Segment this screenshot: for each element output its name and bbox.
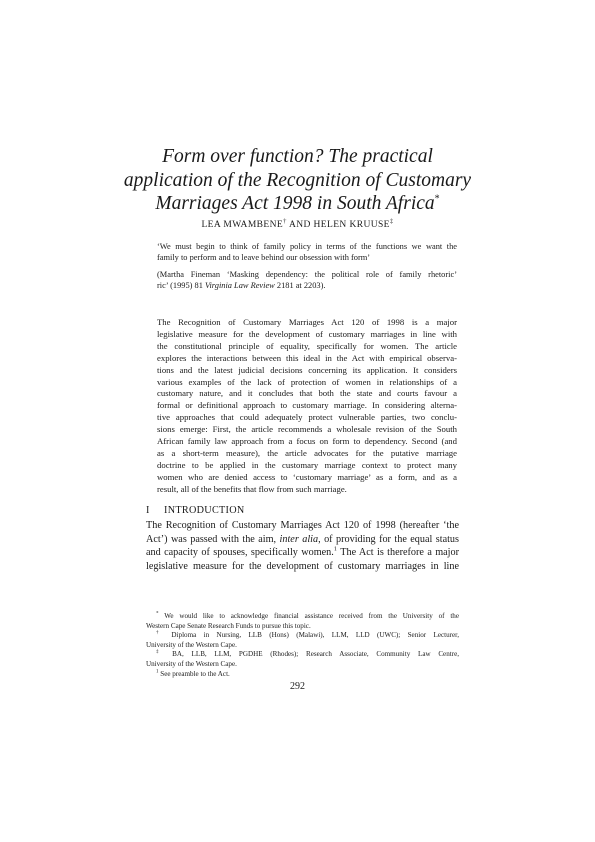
title-line-3 (120, 192, 475, 216)
epigraph-quote (157, 241, 457, 263)
author-2-mark: ‡ (389, 217, 394, 225)
epigraph-citation (157, 269, 457, 291)
section-title: INTRODUCTION (164, 505, 245, 516)
abstract-line: various examples of the lack of protection of women in relationships of a (157, 376, 457, 387)
body-line-4: legislative measure for the development of customary marriages in line (146, 560, 459, 572)
title-line-2: application of the Recognition of Customary (123, 169, 472, 191)
footnote-2-line-1 (146, 631, 459, 641)
footnote-1-text: We would like to acknowledge financial assistance received from the University of the (158, 612, 459, 620)
title-footnote-mark: * (434, 193, 440, 205)
footnote-1-line-1 (146, 612, 459, 622)
body-line-2 (146, 533, 459, 547)
body-text (146, 519, 459, 573)
author-2: HELEN KRUUSE (313, 220, 390, 230)
abstract-line: formal or definitional approach to customary marriage. In considering alterna- (157, 400, 457, 411)
author-1-mark: † (283, 217, 287, 225)
abstract-line: sions emerge: First, the article recommends a wholesale revision of the South (157, 424, 457, 435)
abstract-line: as a short-term measure), the article advocates for the putative marriage (157, 447, 457, 458)
abstract-line: African family law approach from a focus on form to dependency. Second (and (157, 436, 457, 447)
article-title (120, 145, 475, 216)
footnote-3-line-1 (146, 650, 459, 660)
epigraph-citation-line-2 (157, 280, 457, 291)
footnote-4-line-1 (146, 670, 459, 680)
abstract-line: explores the interactions between this ideal in the Act with empirical observa- (157, 352, 457, 363)
body-line-2-post: , of providing for the equal status (318, 533, 459, 545)
body-line-3-post: The Act is therefore a major (337, 547, 459, 559)
title-line-1: Form over function? The practical (162, 146, 433, 167)
body-line-1: The Recognition of Customary Marriages Act 120 of 1998 (hereafter ‘the (146, 520, 459, 531)
footnote-4-mark: 1 (156, 669, 159, 675)
body-line-3-pre: and capacity of spouses, specifically women. (146, 547, 334, 559)
abstract-line: women who are denied access to ‘customary marriage’ as a form, and as a (157, 471, 457, 482)
abstract-line: customary nature, and it concludes that both the state and courts favour a (157, 388, 457, 399)
citation-pre: ric’ (1995) 81 (157, 281, 205, 291)
body-line-3 (146, 546, 459, 560)
footnote-3-mark: ‡ (156, 650, 165, 656)
footnote-2-mark: † (156, 630, 165, 636)
footnote-ref-1: 1 (333, 545, 338, 553)
section-number: I (146, 505, 150, 516)
page-number: 292 (290, 681, 305, 692)
abstract-line: The Recognition of Customary Marriages Act 120 of 1998 is a major (157, 317, 457, 327)
abstract-line: legislative measure for the development of customary marriages in line with (157, 328, 457, 339)
epigraph-citation-line-1: (Martha Fineman ‘Masking dependency: the political role of family rhetoric’ (157, 270, 457, 279)
footnote-3-line-2: University of the Western Cape. (146, 659, 237, 668)
footnotes (146, 612, 459, 679)
title-line-3-text: Marriages Act 1998 in South Africa (155, 193, 435, 214)
citation-journal: Virginia Law Review (204, 281, 275, 291)
footnote-1-mark: * (156, 611, 159, 617)
citation-post: 2181 at 2203). (274, 281, 326, 291)
abstract-line: result, all of the benefits that flow from such marriage. (157, 483, 347, 494)
author-1: LEA MWAMBENE (201, 220, 284, 230)
abstract-line: tive approaches that could adequately protect vulnerable parties, two conclu- (157, 412, 457, 423)
body-line-2-italic: inter alia (279, 533, 319, 545)
footnote-1-line-2: Western Cape Senate Research Funds to pursue this topic. (146, 621, 311, 630)
author-line (120, 217, 475, 230)
footnote-4-text: See preamble to the Act. (158, 669, 230, 678)
epigraph-quote-line-1: ‘We must begin to think of family policy in terms of the functions we want the (157, 242, 457, 251)
body-line-2-pre: Act’) was passed with the aim, (146, 533, 280, 545)
abstract-line: the constitutional principle of equality, specifically for women. The article (157, 340, 457, 351)
author-joiner: AND (286, 220, 314, 230)
footnote-2-line-2: University of the Western Cape. (146, 640, 237, 649)
abstract-line: doctrine to be applied in the customary marriage context to protect many (157, 459, 457, 470)
abstract (157, 317, 457, 496)
epigraph-quote-line-2: family to perform and to leave behind our obsession with form’ (157, 253, 371, 263)
footnote-2-text: Diploma in Nursing, LLB (Hons) (Malawi), LLM, LLD (UWC); Senior Lecturer, (164, 631, 459, 640)
footnote-3-text: BA, LLB, LLM, PGDHE (Rhodes); Research Associate, Community Law Centre, (164, 650, 459, 659)
section-heading (146, 505, 245, 516)
abstract-line: tions and the latest judicial decisions concerning its application. It considers (157, 364, 457, 375)
